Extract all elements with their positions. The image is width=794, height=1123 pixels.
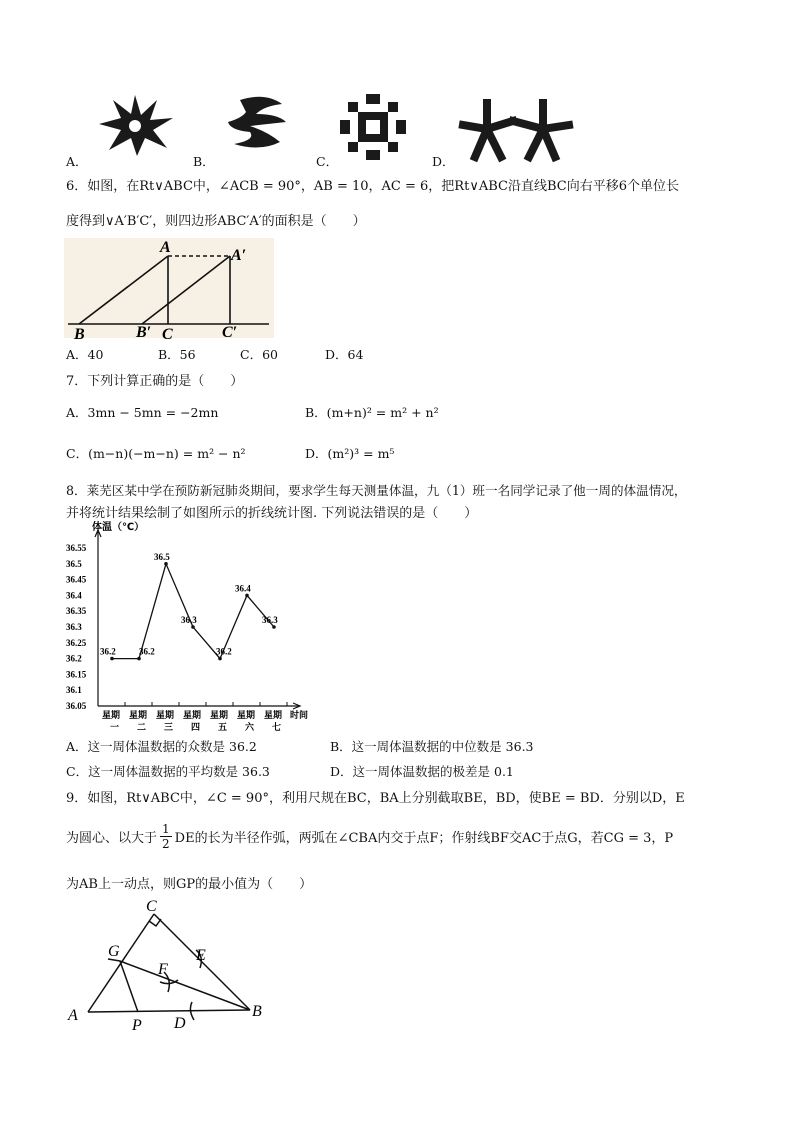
q5-option-c[interactable]: C． [316, 154, 339, 169]
q9-label-A: A [68, 1007, 78, 1024]
q8-stem-line1: 8．莱芜区某中学在预防新冠肺炎期间，要求学生每天测量体温，九（1）班一名同学记录了他一周的体温情况， [66, 483, 687, 498]
q9-stem-line1: 9．如图，Rt∨ABC中，∠C = 90°，利用尺规在BC，BA上分别截取BE，BD，使BE = BD．分别以D，E [66, 791, 685, 806]
q6-option-c[interactable]: C．60 [240, 347, 278, 362]
data-point [137, 657, 141, 661]
x-tick-label-top: 星期 [129, 711, 148, 721]
x-tick-label-top: 星期 [210, 711, 229, 721]
q9-label-G: G [108, 943, 120, 960]
x-tick-label-bottom: 七 [272, 723, 282, 733]
q6-option-a[interactable]: A．40 [66, 347, 104, 362]
x-tick-label-bottom: 一 [110, 723, 120, 733]
emblem-a-image [95, 90, 175, 160]
q6-label-A-prime: A′ [231, 247, 247, 264]
y-axis-label: 体温（℃） [92, 522, 145, 533]
data-point [164, 562, 168, 566]
q6-stem-line1: 6．如图，在Rt∨ABC中，∠ACB = 90°，AB = 10，AC = 6，把Rt∨ABC沿直线BC向右平移6个单位长 [66, 179, 679, 194]
q9-fraction [160, 822, 172, 851]
q9-stem-line3: 为AB上一动点，则GP的最小值为（ ） [66, 877, 313, 892]
emblem-d-image [455, 95, 575, 165]
q6-label-A: A [160, 239, 171, 256]
x-tick-label-bottom: 二 [137, 723, 147, 733]
y-tick-label: 36.45 [66, 574, 87, 585]
q7-option-a[interactable]: A．3mn − 5mn = −2mn [66, 405, 219, 420]
x-tick-label-bottom: 三 [164, 723, 174, 733]
q9-label-P: P [132, 1017, 142, 1034]
data-label: 36.2 [100, 646, 116, 657]
data-point [245, 594, 249, 598]
emblem-b-image [220, 92, 290, 162]
q7-option-d[interactable]: D．(m²)³ = m⁵ [305, 446, 395, 461]
q6-option-b[interactable]: B．56 [158, 347, 196, 362]
q5-option-d[interactable]: D． [432, 154, 455, 169]
emblem-c-image [338, 92, 408, 162]
q8-option-b[interactable]: B．这一周体温数据的中位数是 36.3 [330, 739, 534, 754]
q8-option-d[interactable]: D．这一周体温数据的极差是 0.1 [330, 764, 514, 779]
x-tick-label-top: 星期 [183, 711, 202, 721]
q9-line2-prefix: 为圆心、以大于 [66, 831, 158, 846]
x-tick-label-top: 星期 [102, 711, 121, 721]
x-tick-label-top: 星期 [156, 711, 175, 721]
y-tick-label: 36.2 [66, 653, 82, 664]
q6-figure [64, 238, 274, 343]
x-tick-label-top: 星期 [264, 711, 283, 721]
q9-stem-line2 [66, 822, 673, 851]
q9-label-B: B [252, 1003, 262, 1020]
data-label: 36.2 [139, 646, 155, 657]
data-point [110, 657, 114, 661]
q8-option-c[interactable]: C．这一周体温数据的平均数是 36.3 [66, 764, 270, 779]
y-tick-label: 36.4 [66, 590, 82, 601]
q8-option-a[interactable]: A．这一周体温数据的众数是 36.2 [66, 739, 257, 754]
y-tick-label: 36.25 [66, 637, 87, 648]
y-tick-label: 36.5 [66, 558, 82, 569]
q6-label-B: B [74, 326, 85, 343]
data-point [218, 657, 222, 661]
data-label: 36.2 [216, 646, 232, 657]
x-tick-label-top: 星期 [237, 711, 256, 721]
data-point [191, 625, 195, 629]
x-tick-label-bottom: 六 [245, 723, 255, 733]
q7-option-c[interactable]: C．(m−n)(−m−n) = m² − n² [66, 446, 246, 461]
x-axis-label: 时间 [290, 711, 309, 721]
temperature-line-chart [64, 520, 324, 733]
q8-stem-line2: 并将统计结果绘制了如图所示的折线统计图. 下列说法错误的是（ ） [66, 506, 478, 521]
q6-label-B-prime: B′ [136, 324, 152, 341]
q9-line2-suffix: DE的长为半径作弧，两弧在∠CBA内交于点F；作射线BF交AC于点G，若CG = 3，P [174, 831, 674, 846]
q7-option-b[interactable]: B．(m+n)² = m² + n² [305, 405, 439, 420]
data-label: 36.3 [181, 615, 197, 625]
q9-figure [64, 900, 274, 1040]
q9-label-D: D [174, 1015, 186, 1032]
q6-stem-line2: 度得到∨A′B′C′，则四边形ABC′A′的面积是（ ） [66, 214, 366, 229]
y-tick-label: 36.05 [66, 701, 87, 711]
data-label: 36.4 [235, 583, 251, 594]
y-tick-label: 36.35 [66, 606, 87, 617]
q5-option-a[interactable]: A． [66, 154, 88, 169]
q9-label-F: F [158, 961, 168, 978]
y-tick-label: 36.1 [66, 685, 82, 696]
y-tick-label: 36.3 [66, 622, 82, 632]
data-point [272, 625, 276, 629]
q6-label-C-prime: C′ [222, 324, 238, 341]
q7-stem: 7．下列计算正确的是（ ） [66, 374, 244, 389]
y-tick-label: 36.55 [66, 543, 87, 553]
y-tick-label: 36.15 [66, 669, 87, 680]
q9-label-C: C [146, 898, 157, 915]
x-tick-label-bottom: 四 [191, 723, 201, 733]
q9-fraction-numerator: 1 [162, 822, 170, 836]
series-line [112, 564, 274, 659]
q6-label-C: C [162, 326, 173, 343]
q9-fraction-denominator: 2 [162, 837, 170, 851]
data-label: 36.3 [262, 615, 278, 625]
x-tick-label-bottom: 五 [218, 723, 228, 733]
q6-option-d[interactable]: D．64 [325, 347, 364, 362]
q9-label-E: E [196, 947, 206, 964]
data-label: 36.5 [154, 551, 170, 562]
q5-option-b[interactable]: B． [193, 154, 215, 169]
